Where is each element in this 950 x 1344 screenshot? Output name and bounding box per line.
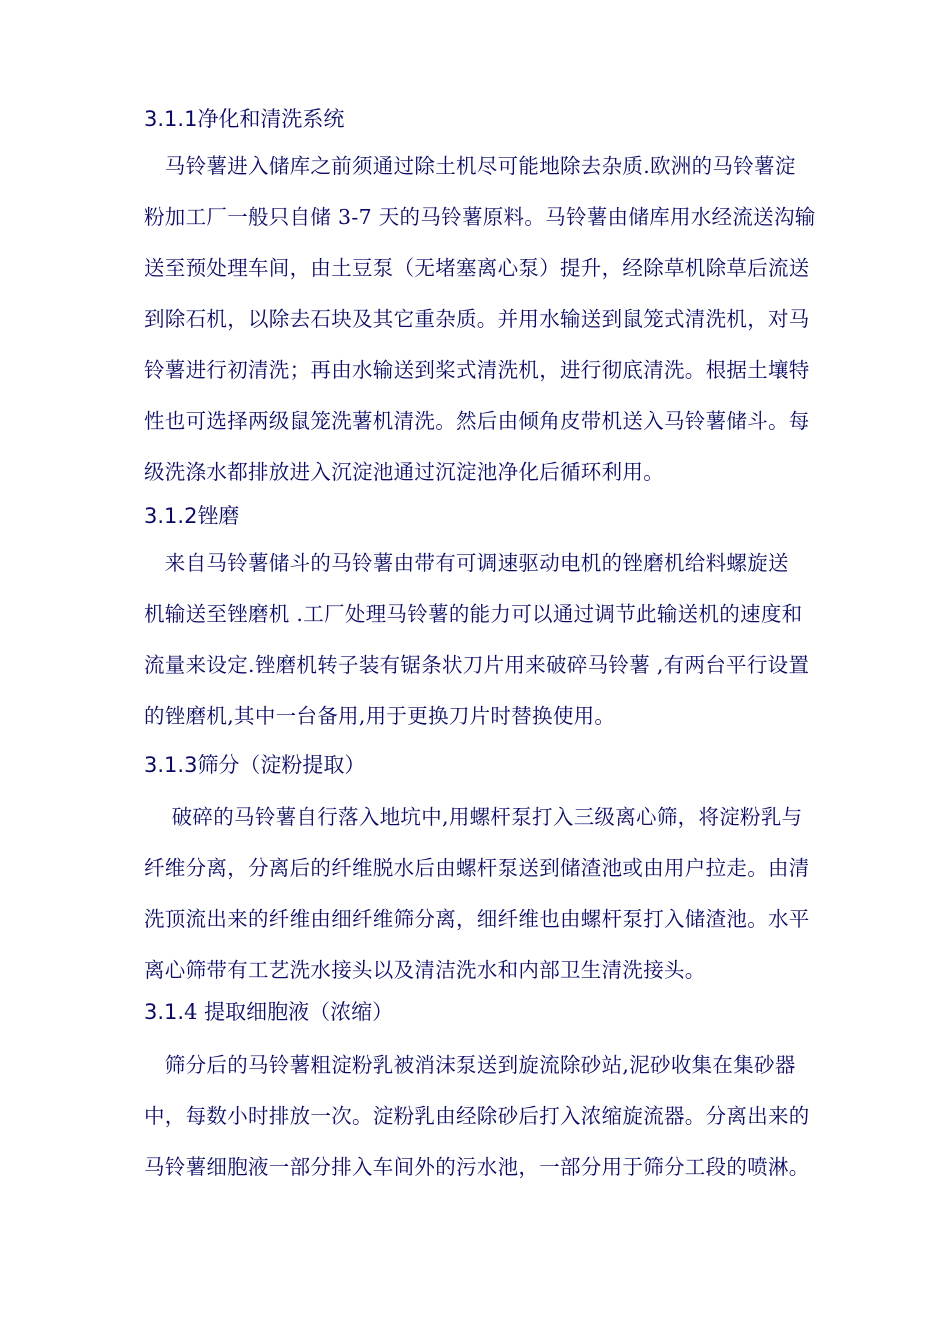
section-title: 筛分（淀粉提取）	[197, 753, 366, 777]
section-heading-3-1-2	[144, 503, 239, 529]
paragraph-line: 粉加工厂一般只自储 3-7 天的马铃薯原料。马铃薯由储库用水经流送沟输	[144, 205, 816, 229]
section-paragraph-3-1-3	[144, 792, 864, 996]
paragraph-line: 马铃薯进入储库之前须通过除土机尽可能地除去杂质.欧洲的马铃薯淀	[144, 154, 796, 178]
paragraph-line: 的锉磨机,其中一台备用,用于更换刀片时替换使用。	[144, 704, 616, 728]
paragraph-line: 马铃薯细胞液一部分排入车间外的污水池，一部分用于筛分工段的喷淋。	[144, 1155, 810, 1179]
section-title: 净化和清洗系统	[197, 107, 345, 131]
section-number: 3.1.3	[144, 753, 198, 777]
section-title: 4 提取细胞液（浓缩）	[184, 1000, 394, 1024]
paragraph-line: 机输送至锉磨机 .工厂处理马铃薯的能力可以通过调节此输送机的速度和	[144, 602, 803, 626]
paragraph-line: 铃薯进行初清洗；再由水输送到桨式清洗机，进行彻底清洗。根据土壤特	[144, 358, 810, 382]
paragraph-line: 送至预处理车间，由土豆泵（无堵塞离心泵）提升，经除草机除草后流送	[144, 256, 810, 280]
section-paragraph-3-1-4	[144, 1040, 864, 1193]
paragraph-line: 到除石机，以除去石块及其它重杂质。并用水输送到鼠笼式清洗机，对马	[144, 307, 810, 331]
paragraph-line: 流量来设定.锉磨机转子装有锯条状刀片用来破碎马铃薯 ,有两台平行设置	[144, 653, 810, 677]
section-heading-3-1-4	[144, 999, 393, 1025]
section-title: 锉磨	[197, 504, 240, 528]
paragraph-line: 来自马铃薯储斗的马铃薯由带有可调速驱动电机的锉磨机给料螺旋送	[144, 551, 789, 575]
section-number: 3.1.	[144, 1000, 185, 1024]
paragraph-line: 性也可选择两级鼠笼洗薯机清洗。然后由倾角皮带机送入马铃薯储斗。每	[144, 409, 810, 433]
section-heading-3-1-1	[144, 106, 344, 132]
paragraph-line: 级洗涤水都排放进入沉淀池通过沉淀池净化后循环利用。	[144, 460, 664, 484]
section-paragraph-3-1-1	[144, 141, 864, 498]
section-number: 3.1.1	[144, 107, 198, 131]
section-number: 3.1.2	[144, 504, 198, 528]
paragraph-line: 中，每数小时排放一次。淀粉乳由经除砂后打入浓缩旋流器。分离出来的	[144, 1104, 810, 1128]
paragraph-line: 纤维分离，分离后的纤维脱水后由螺杆泵送到储渣池或由用户拉走。由清	[144, 856, 810, 880]
paragraph-line: 离心筛带有工艺洗水接头以及清洁洗水和内部卫生清洗接头。	[144, 958, 706, 982]
paragraph-line: 筛分后的马铃薯粗淀粉乳被消沫泵送到旋流除砂站,泥砂收集在集砂器	[144, 1053, 796, 1077]
section-heading-3-1-3	[144, 752, 365, 778]
paragraph-line: 洗顶流出来的纤维由细纤维筛分离，细纤维也由螺杆泵打入储渣池。水平	[144, 907, 810, 931]
section-paragraph-3-1-2	[144, 538, 864, 742]
paragraph-line: 破碎的马铃薯自行落入地坑中,用螺杆泵打入三级离心筛，将淀粉乳与	[144, 805, 803, 829]
